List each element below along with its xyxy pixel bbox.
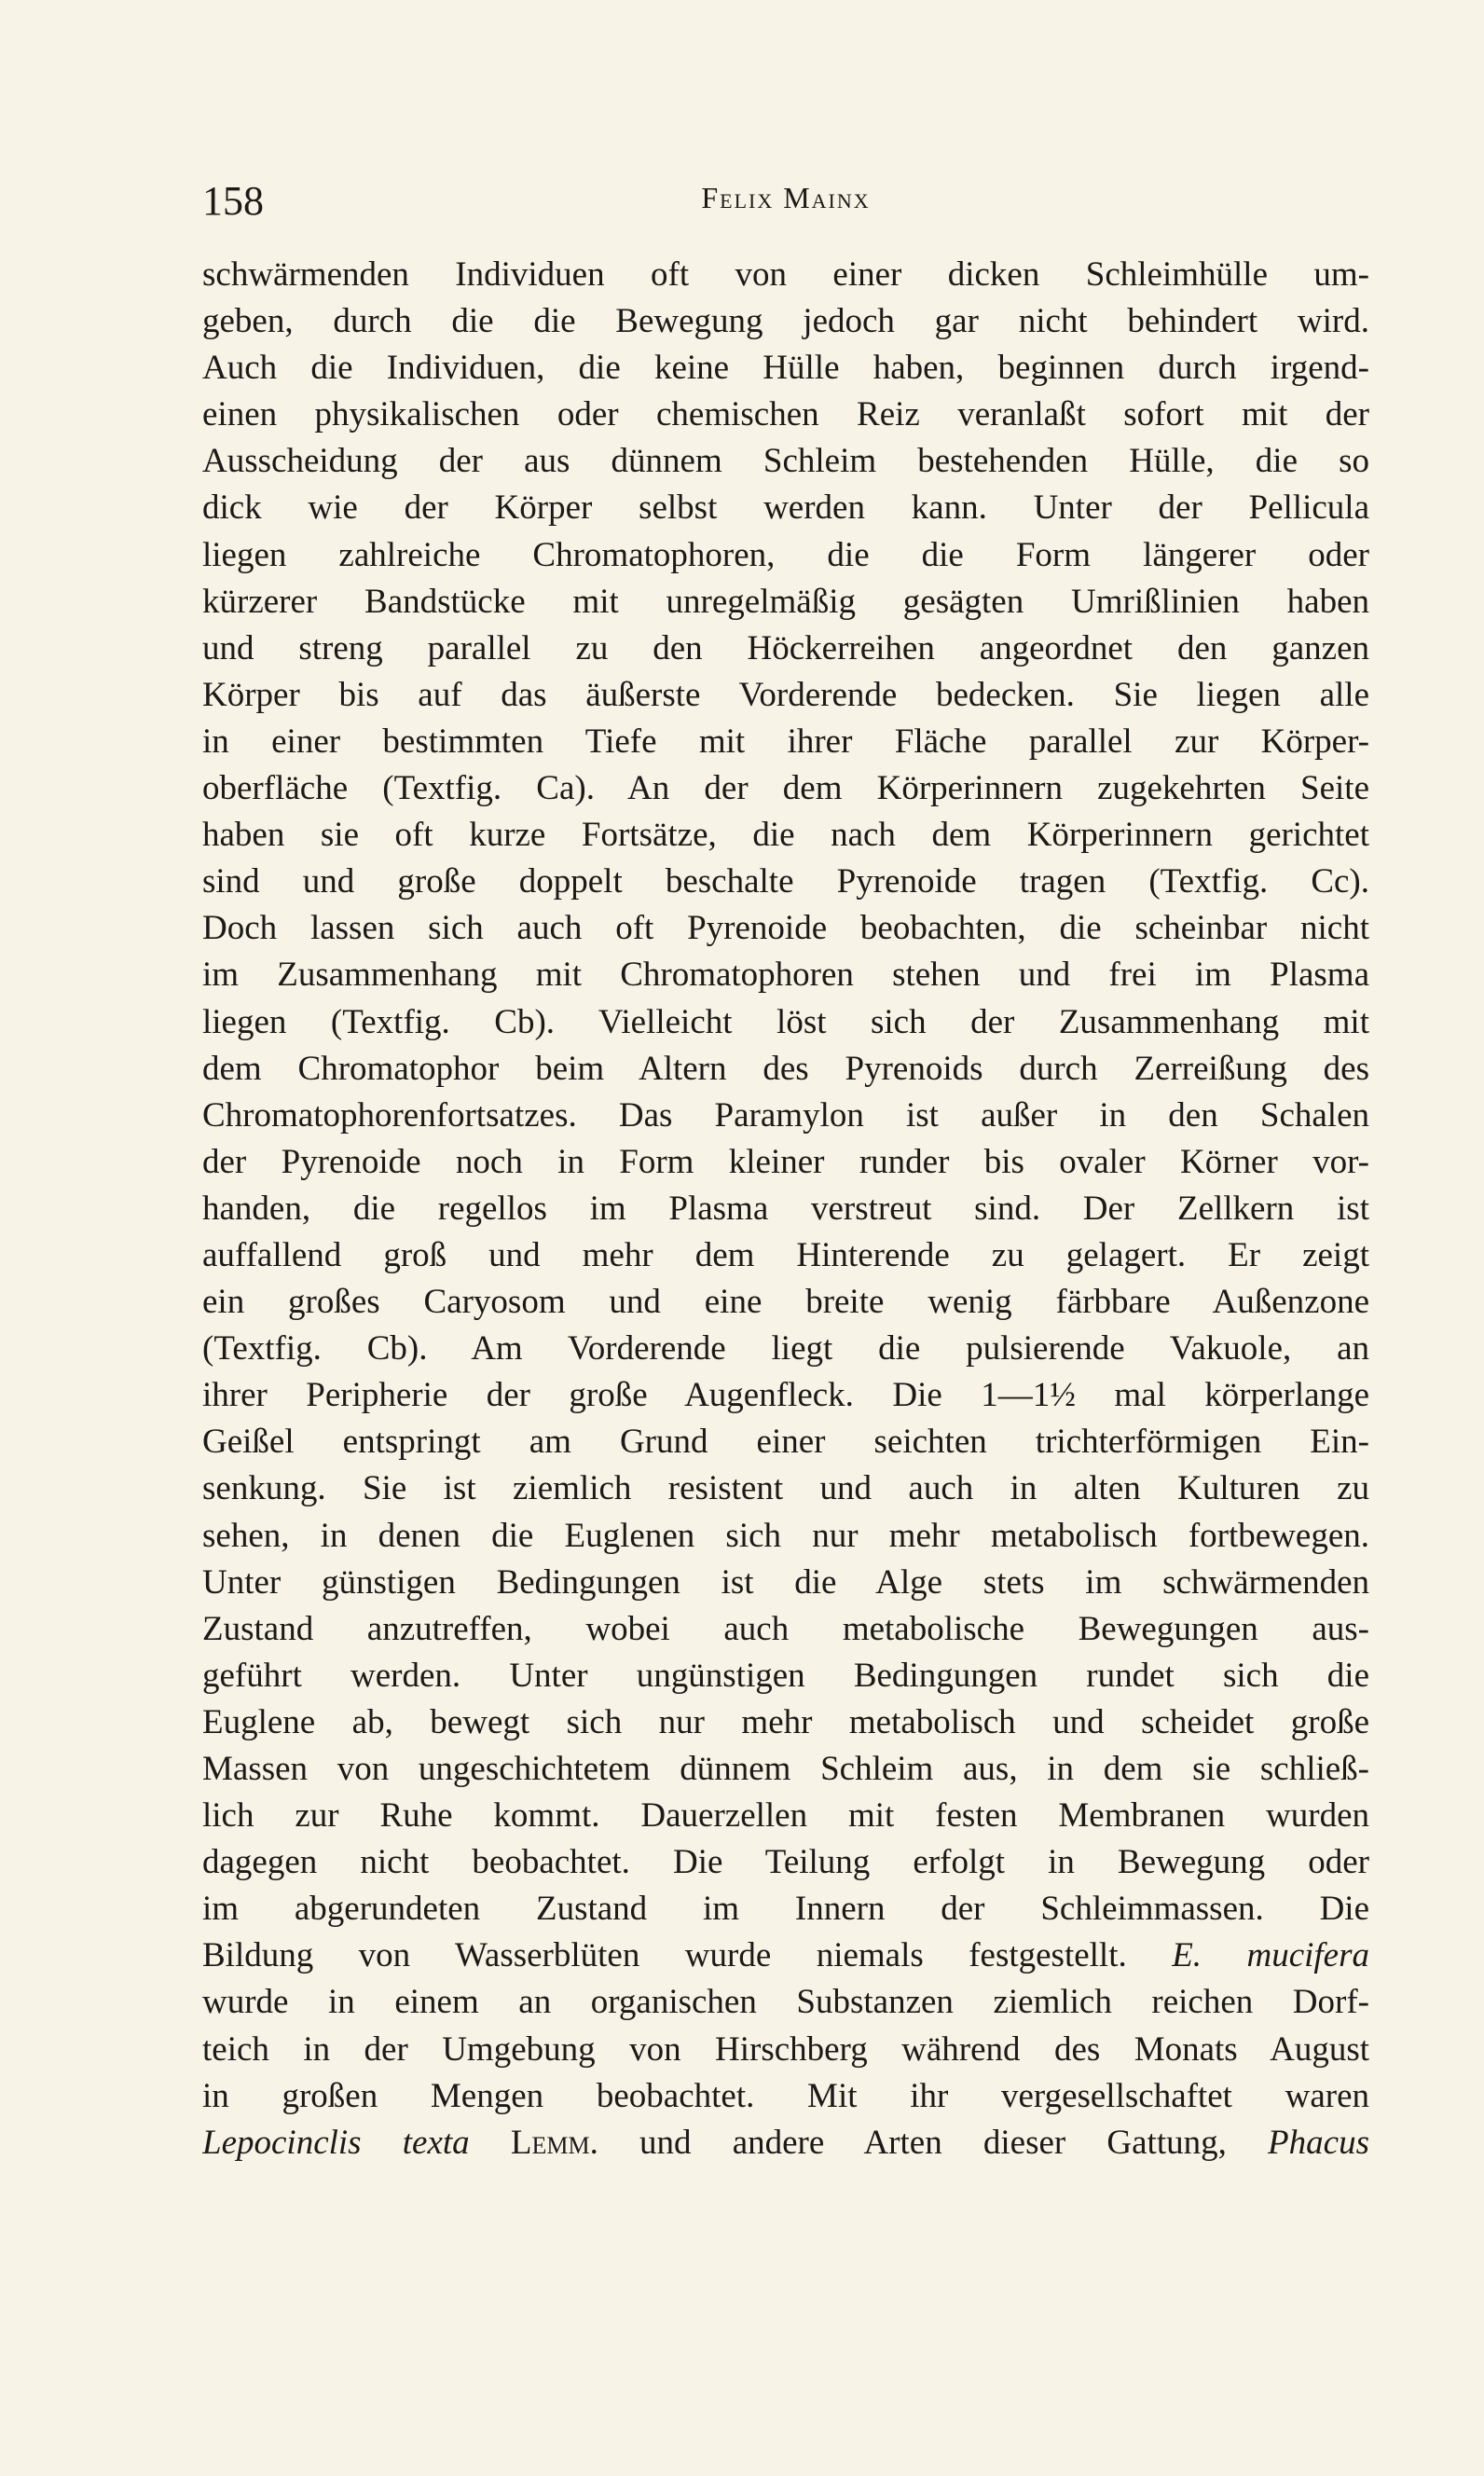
text-line: Unter günstigen Bedingungen ist die Alge stets im schwärmenden (202, 1562, 1369, 1602)
text-line: haben sie oft kurze Fortsätze, die nach dem Körperinnern gerichtet (202, 816, 1369, 855)
text-line: in einer bestimmten Tiefe mit ihrer Fläche parallel zur Körper- (202, 722, 1369, 761)
text-line: Doch lassen sich auch oft Pyrenoide beobachten, die scheinbar nicht (202, 909, 1369, 948)
text-line: Lepocinclis texta Lemm. und andere Arten dieser Gattung, Phacus (202, 2123, 1369, 2162)
text-line: schwärmenden Individuen oft von einer dicken Schleimhülle um- (202, 255, 1369, 294)
text-line: Auch die Individuen, die keine Hülle haben, beginnen durch irgend- (202, 349, 1369, 388)
text-line: dem Chromatophor beim Altern des Pyrenoids durch Zerreißung des (202, 1049, 1369, 1088)
page-header (202, 177, 1369, 233)
text-line: Geißel entspringt am Grund einer seichten trichterförmigen Ein- (202, 1423, 1369, 1462)
species-name: E. mucifera (1172, 1936, 1369, 1975)
text-line: der Pyrenoide noch in Form kleiner runder bis ovaler Körner vor- (202, 1142, 1369, 1181)
text-line: und streng parallel zu den Höckerreihen angeordnet den ganzen (202, 628, 1369, 667)
page-number: 158 (202, 178, 264, 224)
text-line: handen, die regellos im Plasma verstreut sind. Der Zellkern ist (202, 1189, 1369, 1228)
text-line: im Zusammenhang mit Chromatophoren stehen und frei im Plasma (202, 956, 1369, 995)
genus-name: Phacus (1268, 2123, 1369, 2162)
text-line: senkung. Sie ist ziemlich resistent und auch in alten Kulturen zu (202, 1469, 1369, 1508)
text-line: ein großes Caryosom und eine breite wenig färbbare Außenzone (202, 1283, 1369, 1322)
text-line: sind und große doppelt beschalte Pyrenoide tragen (Textfig. Cc). (202, 862, 1369, 901)
text-line: geben, durch die die Bewegung jedoch gar nicht behindert wird. (202, 302, 1369, 341)
text-line: kürzerer Bandstücke mit unregelmäßig gesägten Umrißlinien haben (202, 582, 1369, 621)
text-line: (Textfig. Cb). Am Vorderende liegt die pulsierende Vakuole, an (202, 1329, 1369, 1369)
text-line: liegen (Textfig. Cb). Vielleicht löst sich der Zusammenhang mit (202, 1002, 1369, 1041)
text-line: einen physikalischen oder chemischen Reiz veranlaßt sofort mit der (202, 395, 1369, 434)
text-line: Massen von ungeschichtetem dünnem Schleim aus, in dem sie schließ- (202, 1750, 1369, 1788)
text-line: Chromatophorenfortsatzes. Das Paramylon ist außer in den Schalen (202, 1095, 1369, 1135)
species-name: Lepocinclis texta (202, 2123, 470, 2162)
body-text (202, 252, 1369, 2166)
text-line: geführt werden. Unter ungünstigen Bedingungen rundet sich die (202, 1656, 1369, 1695)
text-line: Körper bis auf das äußerste Vorderende bedecken. Sie liegen alle (202, 675, 1369, 714)
text-line: Zustand anzutreffen, wobei auch metabolische Bewegungen aus- (202, 1609, 1369, 1648)
text-line: Euglene ab, bewegt sich nur mehr metabolisch und scheidet große (202, 1702, 1369, 1741)
text-line: in großen Mengen beobachtet. Mit ihr vergesellschaftet waren (202, 2076, 1369, 2115)
text-line: auffallend groß und mehr dem Hinterende zu gelagert. Er zeigt (202, 1235, 1369, 1274)
text-line: oberfläche (Textfig. Ca). An der dem Körperinnern zugekehrten Seite (202, 769, 1369, 808)
text-line: ihrer Peripherie der große Augenfleck. Die 1—1½ mal körperlange (202, 1376, 1369, 1415)
running-head: Felix Mainx (701, 181, 871, 214)
text-line: lich zur Ruhe kommt. Dauerzellen mit festen Membranen wurden (202, 1796, 1369, 1836)
text-line: Ausscheidung der aus dünnem Schleim bestehenden Hülle, die so (202, 442, 1369, 481)
text-line: dagegen nicht beobachtet. Die Teilung erfolgt in Bewegung oder (202, 1843, 1369, 1882)
author-abbreviation: Lemm. (469, 2123, 598, 2162)
text-line: dick wie der Körper selbst werden kann. Unter der Pellicula (202, 488, 1369, 528)
text-line: wurde in einem an organischen Substanzen ziemlich reichen Dorf- (202, 1983, 1369, 2022)
text-line: Bildung von Wasserblüten wurde niemals festgestellt. E. mucifera (202, 1936, 1369, 1975)
text-line: im abgerundeten Zustand im Innern der Schleimmassen. Die (202, 1890, 1369, 1929)
text-line: teich in der Umgebung von Hirschberg während des Monats August (202, 2029, 1369, 2069)
text-line: sehen, in denen die Euglenen sich nur mehr metabolisch fortbewegen. (202, 1516, 1369, 1555)
text-line: liegen zahlreiche Chromatophoren, die die Form längerer oder (202, 535, 1369, 574)
